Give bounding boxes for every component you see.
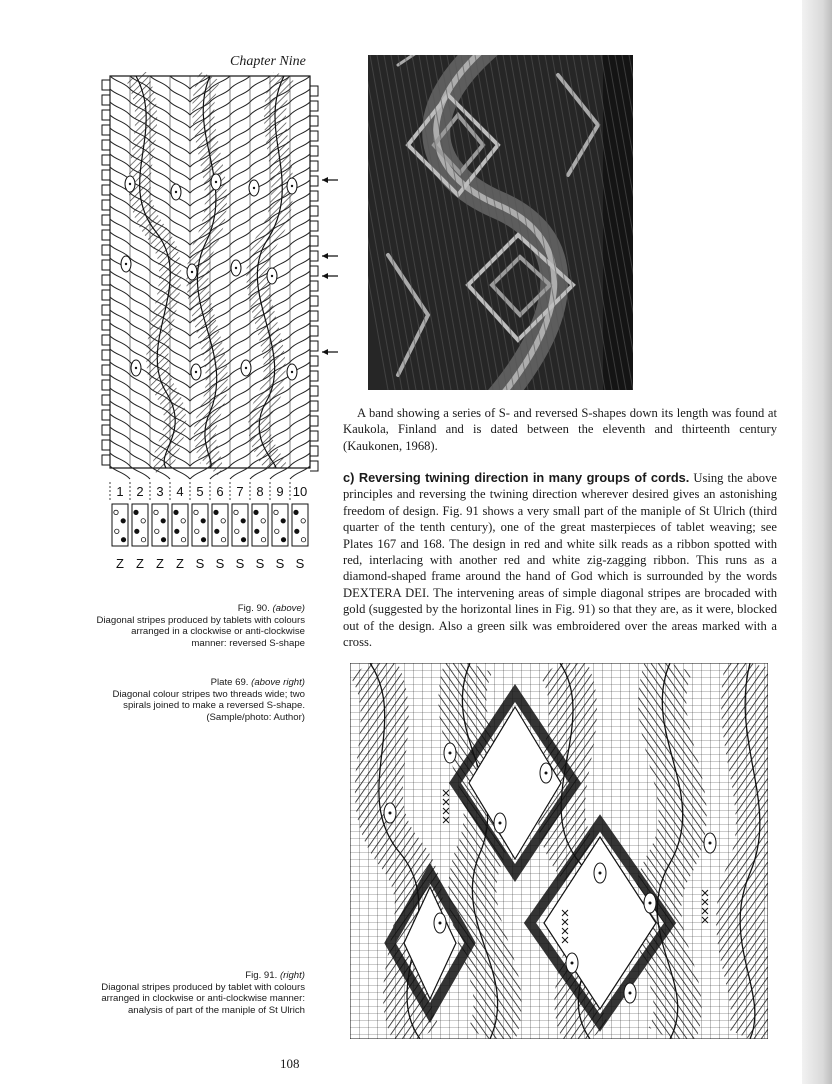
page-edge [802, 0, 832, 1084]
caption-label: Plate 69. [210, 677, 249, 688]
caption-text: Diagonal stripes produced by tablet with colours arranged in clockwise or anti-clockwise manner: analysis of part of the maniple of St Ulrich [101, 981, 305, 1016]
woven-band-photo [368, 55, 633, 390]
threading-letter: S [235, 556, 245, 571]
section-heading: c) Reversing twining direction in many groups of cords. [343, 470, 690, 485]
caption-position: (above) [272, 603, 305, 614]
caption-label: Fig. 90. [237, 603, 270, 614]
threading-letter: Z [156, 556, 164, 571]
tablet-number: 10 [292, 484, 308, 499]
threading-letter: S [295, 556, 305, 571]
caption-position: (right) [279, 970, 305, 981]
tablet-number: 5 [196, 484, 204, 499]
caption-fig-91 [96, 970, 305, 1016]
tablet-number: 9 [276, 484, 284, 499]
tablet-number: 6 [216, 484, 224, 499]
tablet-number: 4 [176, 484, 184, 499]
threading-letter: S [255, 556, 265, 571]
page-number: 108 [280, 1056, 300, 1071]
body-paragraph-2 [343, 470, 777, 650]
figure-91-drawing [350, 663, 768, 1039]
running-header: Chapter Nine [230, 54, 306, 69]
tablet-number: 1 [116, 484, 124, 499]
threading-letter: Z [176, 556, 184, 571]
threading-letter: S [215, 556, 225, 571]
caption-fig-90 [96, 603, 305, 649]
section-text: Using the above principles and reversing the twining direction wherever desired gives an astonishing freedom of design. Fig. 91 shows a very small part of the maniple of St Ulrich (third quarter of the tenth century), one of the great masterpieces of tablet weaving; see Plates 167 and 168. The design in red and white silk reads as a ribbon spotted with red, interlacing with another red and white zig-zagging ribbon. This runs as a diamond-shaped frame around the hand of God which is surrounded by the words DEXTERA DEI. The intervening areas of simple diagonal stripes are brocaded with gold (suggested by the horizontal lines in Fig. 91) so that they are, as it were, blocked out of the design. Also a green silk was embroidered over the areas marked with a cross. [343, 471, 777, 650]
threading-letter: S [275, 556, 285, 571]
figure-90-diagram [96, 72, 338, 574]
threading-letter: Z [116, 556, 124, 571]
figure-90-drawing [96, 72, 338, 574]
tablet-number: 8 [256, 484, 264, 499]
caption-position: (above right) [251, 677, 305, 688]
tablet-number: 2 [136, 484, 144, 499]
plate-69-photo [368, 55, 633, 390]
figure-91-diagram [350, 663, 768, 1039]
threading-letter: Z [136, 556, 144, 571]
caption-text: Diagonal stripes produced by tablets with colours arranged in a clockwise or anti-clockwise manner: reversed S-shape [96, 614, 305, 649]
caption-label: Fig. 91. [245, 970, 278, 981]
body-paragraph-1: A band showing a series of S- and reversed S-shapes down its length was found at Kaukola, Finland and is dated between the eleventh and thirteenth century (Kaukonen, 1968). [343, 406, 777, 453]
caption-text: Diagonal colour stripes two threads wide; two spirals joined to make a reversed S-shape. (Sample/photo: Author) [112, 688, 305, 723]
caption-plate-69 [96, 677, 305, 723]
tablet-number: 3 [156, 484, 164, 499]
tablet-number: 7 [236, 484, 244, 499]
threading-letter: S [195, 556, 205, 571]
